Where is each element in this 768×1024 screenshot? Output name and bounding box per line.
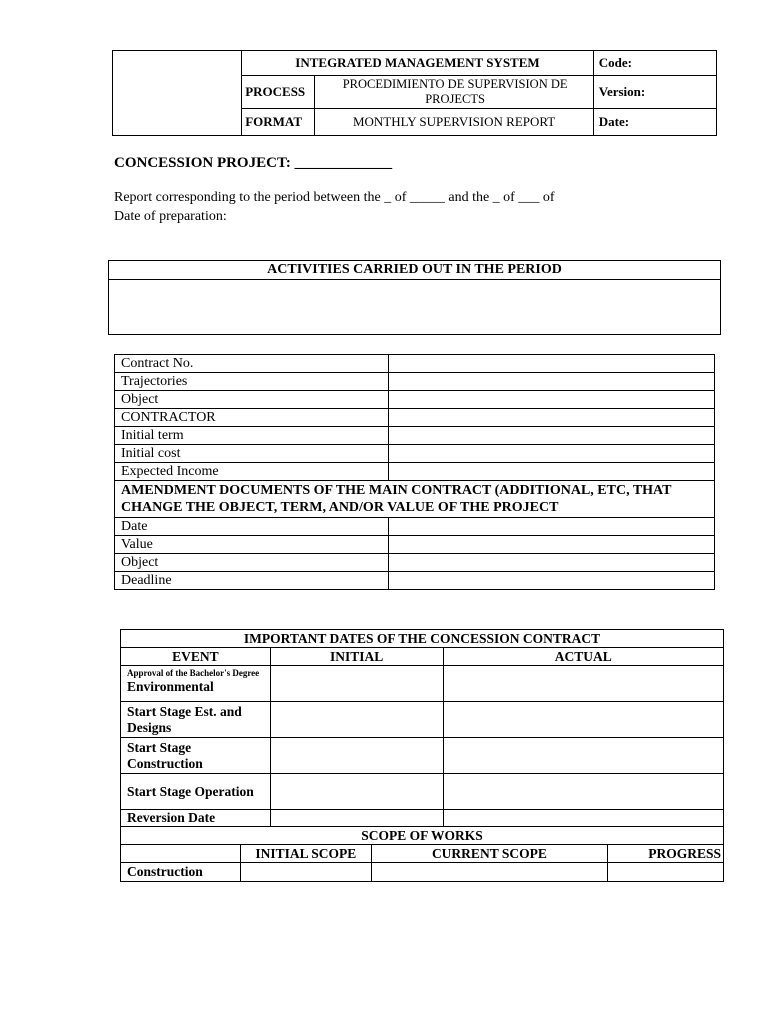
dates-title: IMPORTANT DATES OF THE CONCESSION CONTRACT	[121, 630, 724, 648]
actual-date-cell[interactable]	[443, 702, 723, 738]
process-label: PROCESS	[242, 76, 315, 109]
event-label: Reversion Date	[121, 810, 271, 827]
activities-title: ACTIVITIES CARRIED OUT IN THE PERIOD	[109, 261, 721, 280]
version-label: Version:	[593, 76, 716, 109]
col-progress: PROGRESS	[608, 845, 724, 863]
progress-cell[interactable]	[608, 863, 724, 882]
contract-row-label: Trajectories	[115, 373, 389, 391]
col-initial: INITIAL	[270, 648, 443, 666]
col-initial-scope: INITIAL SCOPE	[240, 845, 371, 863]
format-label: FORMAT	[242, 109, 315, 136]
system-title: INTEGRATED MANAGEMENT SYSTEM	[242, 51, 594, 76]
event-label: Environmental	[127, 679, 214, 694]
contract-row-label: Initial cost	[115, 445, 389, 463]
amendment-title: AMENDMENT DOCUMENTS OF THE MAIN CONTRACT (ADDITIONAL, ETC, THAT CHANGE THE OBJECT, TERM, AND/OR VALUE OF THE PROJECT	[115, 481, 715, 518]
amendment-row-label: Object	[115, 554, 389, 572]
amendment-row-value[interactable]	[389, 554, 715, 572]
event-small-label: Approval of the Bachelor's Degree	[127, 668, 260, 678]
col-current-scope: CURRENT SCOPE	[371, 845, 607, 863]
event-label: Start Stage Operation	[121, 774, 271, 810]
amendment-row-label: Value	[115, 536, 389, 554]
contract-row-label: Expected Income	[115, 463, 389, 481]
date-of-preparation: Date of preparation:	[114, 209, 227, 224]
amendment-row-label: Deadline	[115, 572, 389, 590]
concession-project: CONCESSION PROJECT: _____________	[114, 155, 393, 171]
header-table	[112, 50, 717, 136]
col-event: EVENT	[121, 648, 271, 666]
contract-row-label: Object	[115, 391, 389, 409]
contract-row-label: Contract No.	[115, 355, 389, 373]
contract-row-value[interactable]	[389, 355, 715, 373]
contract-row-value[interactable]	[389, 373, 715, 391]
activities-table	[108, 260, 721, 335]
initial-scope-cell[interactable]	[240, 863, 371, 882]
actual-date-cell[interactable]	[443, 738, 723, 774]
dates-table	[120, 629, 724, 882]
code-label: Code:	[593, 51, 716, 76]
actual-date-cell[interactable]	[443, 810, 723, 827]
initial-date-cell[interactable]	[270, 666, 443, 702]
event-cell	[121, 666, 271, 702]
contract-table	[114, 354, 715, 590]
current-scope-cell[interactable]	[371, 863, 607, 882]
event-label: Start Stage Construction	[121, 738, 271, 774]
initial-date-cell[interactable]	[270, 702, 443, 738]
initial-date-cell[interactable]	[270, 810, 443, 827]
report-period: Report corresponding to the period between the _ of _____ and the _ of ___ of	[114, 190, 555, 205]
contract-row-value[interactable]	[389, 409, 715, 427]
amendment-row-value[interactable]	[389, 518, 715, 536]
contract-row-value[interactable]	[389, 445, 715, 463]
contract-row-label: Initial term	[115, 427, 389, 445]
contract-row-label: CONTRACTOR	[115, 409, 389, 427]
activities-body[interactable]	[109, 280, 721, 335]
process-value: PROCEDIMIENTO DE SUPERVISION DE PROJECTS	[315, 76, 593, 109]
col-actual: ACTUAL	[443, 648, 723, 666]
actual-date-cell[interactable]	[443, 774, 723, 810]
scope-corner-cell	[121, 845, 241, 863]
event-label: Start Stage Est. and Designs	[121, 702, 271, 738]
amendment-row-label: Date	[115, 518, 389, 536]
scope-row-label: Construction	[121, 863, 241, 882]
initial-date-cell[interactable]	[270, 738, 443, 774]
contract-row-value[interactable]	[389, 427, 715, 445]
date-label: Date:	[593, 109, 716, 136]
scope-title: SCOPE OF WORKS	[121, 827, 724, 845]
amendment-row-value[interactable]	[389, 536, 715, 554]
initial-date-cell[interactable]	[270, 774, 443, 810]
logo-cell	[113, 51, 242, 136]
actual-date-cell[interactable]	[443, 666, 723, 702]
contract-row-value[interactable]	[389, 463, 715, 481]
contract-row-value[interactable]	[389, 391, 715, 409]
format-value: MONTHLY SUPERVISION REPORT	[315, 109, 593, 136]
amendment-row-value[interactable]	[389, 572, 715, 590]
